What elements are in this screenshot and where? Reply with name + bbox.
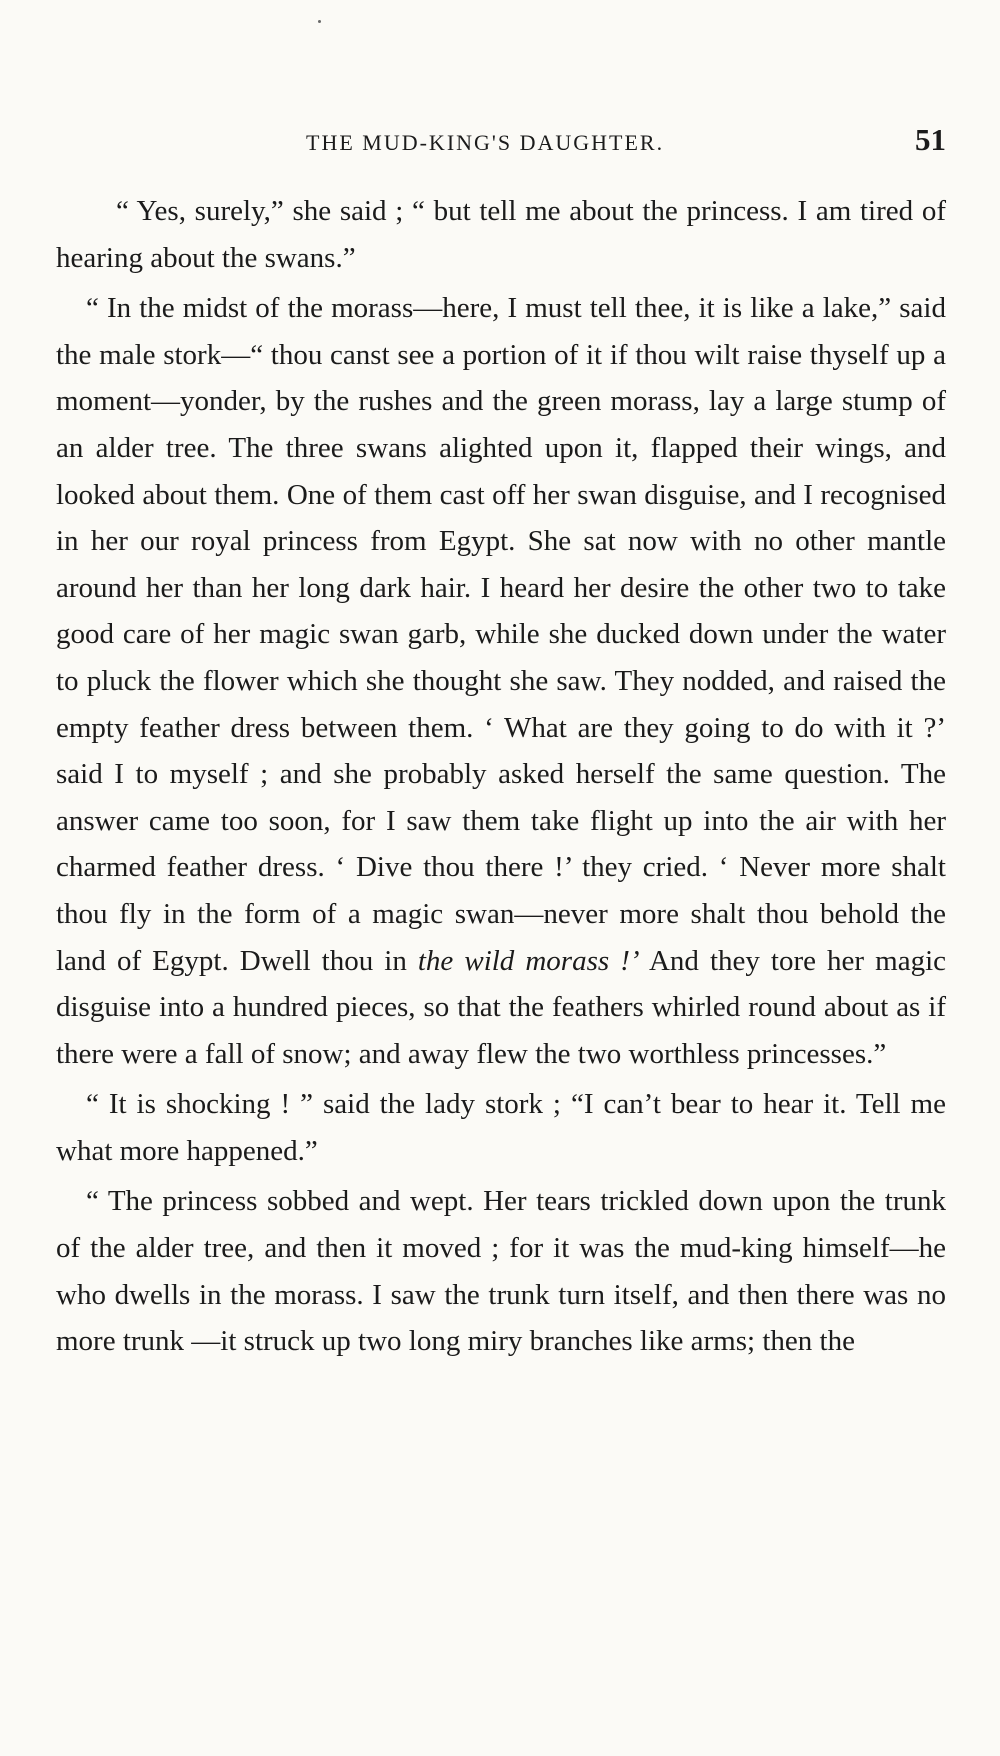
body-text (56, 188, 946, 1369)
paragraph-1 (56, 188, 946, 281)
running-head (56, 122, 946, 162)
paragraph-2 (56, 285, 946, 1077)
paragraph-1-text: “ Yes, surely,” she said ; “ but tell me about the princess. I am tired of hearing about the swans.” (56, 195, 946, 274)
paragraph-3 (56, 1081, 946, 1174)
paragraph-2-text-after: And they tore her magic disguise into a hundred pieces, so that the feathers whirled round about as if there were a fall of snow; and away flew the two worthless princesses.” (56, 944, 946, 1070)
page-number: 51 (915, 122, 946, 157)
paragraph-2-italic: the wild morass !’ (417, 944, 640, 977)
book-page (56, 0, 946, 1756)
paragraph-2-text: “ In the midst of the morass—here, I must tell thee, it is like a lake,” said the male stork—“ thou canst see a portion of it if thou wilt raise thyself up a moment—yonder, by the rushes and the green morass, lay a large stump of an alder tree. The three swans alighted upon it, flapped their wings, and looked about them. One of them cast off her swan disguise, and I recognised in her our royal princess from Egypt. She sat now with no other mantle around her than her long dark hair. I heard her desire the other two to take good care of her magic swan garb, while she ducked down under the water to pluck the flower which she thought she saw. They nodded, and raised the empty feather dress between them. ‘ What are they going to do with it ?’ said I to myself ; and she probably asked herself the same question. The answer came too soon, for I saw them take flight up into the air with her charmed feather dress. ‘ Dive thou there !’ they cried. ‘ Never more shalt thou fly in the form of a magic swan—never more shalt thou behold the land of Egypt. Dwell thou in (56, 292, 946, 977)
paragraph-3-text: “ It is shocking ! ” said the lady stork ; “I can’t bear to hear it. Tell me what more happened.” (56, 1088, 946, 1167)
paragraph-4-text: “ The princess sobbed and wept. Her tears trickled down upon the trunk of the alder tree, and then it moved ; for it was the mud-king himself—he who dwells in the morass. I saw the trunk turn itself, and then there was no more trunk —it struck up two long miry branches like arms; then the (56, 1185, 946, 1358)
paper-speck (318, 20, 321, 23)
running-title: THE MUD-KING'S DAUGHTER. (306, 130, 665, 155)
paragraph-4 (56, 1178, 946, 1364)
